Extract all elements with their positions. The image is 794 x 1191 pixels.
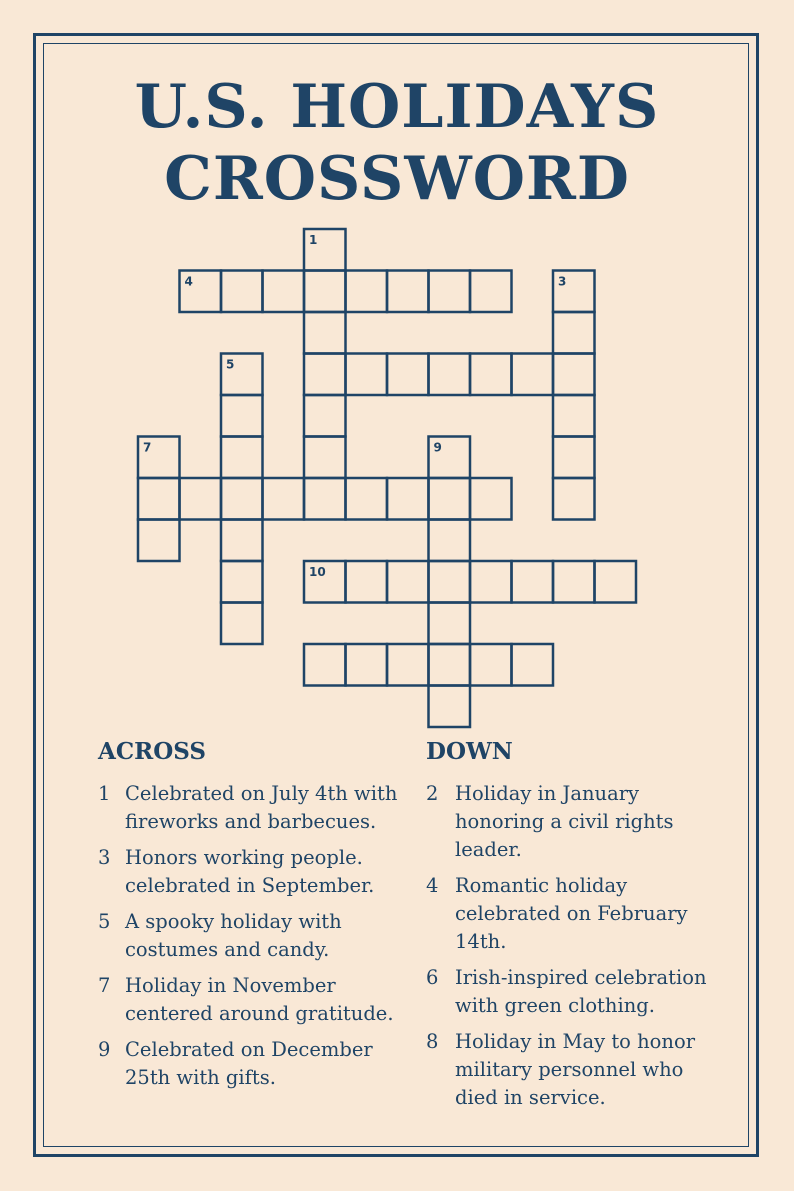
grid-cell[interactable] — [180, 478, 222, 520]
across-clue — [98, 972, 408, 1028]
grid-cell[interactable] — [304, 312, 346, 354]
clue-text: Celebrated on July 4th with fireworks and barbecues. — [125, 782, 398, 833]
grid-cell[interactable] — [553, 478, 595, 520]
grid-cell[interactable] — [263, 478, 305, 520]
down-clue — [426, 780, 726, 864]
grid-cell[interactable] — [553, 437, 595, 479]
cell-number: 7 — [143, 440, 152, 455]
grid-cell[interactable] — [429, 686, 471, 728]
clue-number: 8 — [426, 1030, 439, 1053]
clue-text: Celebrated on December 25th with gifts. — [125, 1038, 373, 1089]
grid-cell[interactable] — [553, 312, 595, 354]
cell-number: 1 — [309, 233, 318, 247]
grid-cell[interactable] — [595, 561, 637, 603]
clue-text: Honors working people. celebrated in September. — [125, 846, 375, 897]
clue-number: 7 — [98, 974, 111, 997]
page-title-line-2: CROSSWORD — [164, 144, 630, 214]
cell-number: 3 — [558, 274, 567, 289]
grid-cell[interactable] — [512, 354, 554, 396]
clue-text: Holiday in January honoring a civil rights leader. — [455, 782, 674, 861]
grid-cell[interactable] — [387, 561, 429, 603]
cell-number: 5 — [226, 357, 235, 372]
clue-text: Holiday in November centered around gratitude. — [125, 974, 394, 1025]
grid-cell[interactable] — [138, 437, 180, 479]
clue-number: 5 — [98, 910, 111, 933]
page-title-line-1: U.S. HOLIDAYS — [134, 72, 660, 142]
grid-cell[interactable] — [221, 520, 263, 562]
grid-cell[interactable] — [429, 520, 471, 562]
across-clue — [98, 844, 408, 900]
cell-number: 4 — [184, 274, 193, 289]
grid-cell[interactable] — [470, 478, 512, 520]
grid-cell[interactable] — [221, 603, 263, 645]
grid-cell[interactable] — [221, 354, 263, 396]
grid-cell[interactable] — [429, 271, 471, 313]
grid-cell[interactable] — [221, 395, 263, 437]
grid-cell[interactable] — [221, 437, 263, 479]
across-clue-list — [98, 780, 408, 1100]
grid-cell[interactable] — [553, 395, 595, 437]
clue-number: 4 — [426, 874, 439, 897]
grid-cell[interactable] — [470, 354, 512, 396]
across-heading: ACROSS — [98, 738, 207, 765]
down-clue — [426, 872, 726, 956]
across-clue — [98, 1036, 408, 1092]
grid-cell[interactable] — [304, 229, 346, 271]
grid-cell[interactable] — [387, 478, 429, 520]
grid-cell[interactable] — [470, 644, 512, 686]
grid-cell[interactable] — [429, 478, 471, 520]
clue-number: 1 — [98, 782, 111, 805]
across-clue — [98, 908, 408, 964]
grid-cell[interactable] — [138, 478, 180, 520]
grid-cell[interactable] — [387, 354, 429, 396]
down-clue — [426, 964, 726, 1020]
grid-cell[interactable] — [221, 478, 263, 520]
grid-cell[interactable] — [429, 437, 471, 479]
grid-cell[interactable] — [346, 561, 388, 603]
grid-cell[interactable] — [429, 561, 471, 603]
down-clue — [426, 1028, 726, 1112]
clue-text: A spooky holiday with costumes and candy. — [125, 910, 342, 961]
grid-cell[interactable] — [221, 271, 263, 313]
down-heading: DOWN — [426, 738, 513, 765]
clue-text: Irish-inspired celebration with green clothing. — [455, 966, 707, 1017]
grid-cell[interactable] — [263, 271, 305, 313]
across-clue — [98, 780, 408, 836]
grid-cell[interactable] — [180, 271, 222, 313]
grid-cell[interactable] — [387, 644, 429, 686]
clue-number: 9 — [98, 1038, 111, 1061]
clue-text: Holiday in May to honor military personnel who died in service. — [455, 1030, 696, 1109]
grid-cell[interactable] — [470, 271, 512, 313]
grid-cell[interactable] — [346, 271, 388, 313]
grid-cell[interactable] — [304, 271, 346, 313]
clue-text: Romantic holiday celebrated on February 14th. — [455, 874, 688, 953]
grid-cell[interactable] — [346, 478, 388, 520]
clue-number: 6 — [426, 966, 439, 989]
clue-number: 2 — [426, 782, 439, 805]
grid-cell[interactable] — [512, 561, 554, 603]
grid-cell[interactable] — [221, 561, 263, 603]
grid-cell[interactable] — [304, 561, 346, 603]
grid-cell[interactable] — [470, 561, 512, 603]
grid-cell[interactable] — [553, 561, 595, 603]
grid-cell[interactable] — [553, 271, 595, 313]
grid-cell[interactable] — [304, 437, 346, 479]
cell-number: 9 — [433, 440, 442, 455]
grid-cell[interactable] — [512, 644, 554, 686]
cell-number: 10 — [309, 565, 326, 579]
grid-cell[interactable] — [429, 354, 471, 396]
grid-cell[interactable] — [346, 354, 388, 396]
grid-cell[interactable] — [346, 644, 388, 686]
clue-number: 3 — [98, 846, 111, 869]
grid-cell[interactable] — [138, 520, 180, 562]
grid-cell[interactable] — [304, 644, 346, 686]
grid-cell[interactable] — [304, 395, 346, 437]
down-clue-list — [426, 780, 726, 1120]
grid-cell[interactable] — [429, 603, 471, 645]
grid-cell[interactable] — [387, 271, 429, 313]
grid-cell[interactable] — [553, 354, 595, 396]
grid-cell[interactable] — [429, 644, 471, 686]
grid-cell[interactable] — [304, 478, 346, 520]
grid-cell[interactable] — [304, 354, 346, 396]
